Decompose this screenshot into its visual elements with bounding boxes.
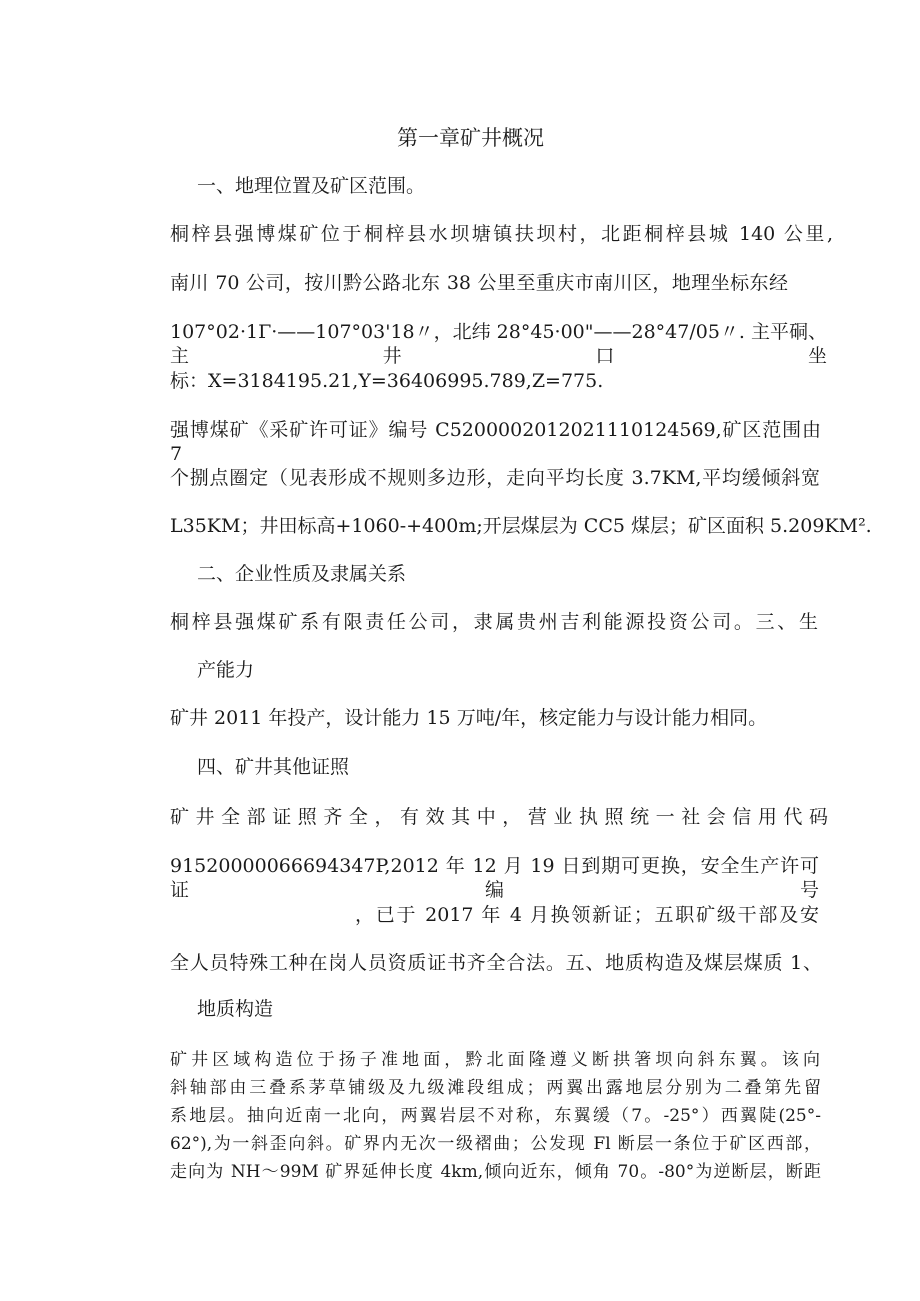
chapter-title: 第一章矿井概况 (397, 126, 544, 150)
paragraph-line: 斜轴部由三叠系茅草铺级及九级滩段组成；两翼出露地层分别为二叠第先留 (170, 1078, 821, 1098)
section-heading: 四、矿井其他证照 (197, 756, 350, 778)
paragraph-line: 62°),为一斜歪向斜。矿界内无次一级褶曲；公发现 Fl 断层一条位于矿区西部， (170, 1134, 821, 1154)
paragraph-line: 强博煤矿《采矿许可证》编号 C5200002012021110124569,矿区范围由 7 (170, 419, 821, 465)
section-heading: 一、地理位置及矿区范围。 (197, 175, 426, 197)
paragraph-line: 全人员特殊工种在岗人员资质证书齐全合法。五、地质构造及煤层煤质 1、 (170, 952, 822, 974)
paragraph-line: 标：X=3184195.21,Y=36406995.789,Z=775. (170, 370, 604, 392)
paragraph-line: 桐梓县强煤矿系有限责任公司，隶属贵州吉利能源投资公司。三、生 (170, 611, 818, 633)
paragraph-line: 91520000066694347P,2012 年 12 月 19 日到期可更换，安全生产许可证编号 (170, 855, 819, 901)
paragraph-line: 走向为 NH～99M 矿界延伸长度 4km,倾向近东，倾角 70。-80°为逆断层，断距 (170, 1162, 821, 1182)
paragraph-line: 107°02·1Γ·——107°03'18〃，北纬 28°45·00"——28°47∕05〃. 主平硐、主井口坐 (170, 321, 827, 367)
paragraph-line: 桐梓县强博煤矿位于桐梓县水坝塘镇扶坝村，北距桐梓县城 140 公里, (170, 223, 833, 245)
paragraph-line: 矿井全部证照齐全，有效其中，营业执照统一社会信用代码 (170, 806, 828, 828)
section-heading: 产能力 (197, 659, 255, 681)
paragraph-line: ，已于 2017 年 4 月换领新证；五职矿级干部及安 (355, 904, 819, 926)
paragraph-line: 南川 70 公司，按川黔公路北东 38 公里至重庆市南川区，地理坐标东经 (170, 272, 788, 294)
section-heading: 二、企业性质及隶属关系 (197, 563, 407, 585)
paragraph-line: 个捌点圈定（见表形成不规则多边形，走向平均长度 3.7KM,平均缓倾斜宽 (170, 467, 820, 489)
section-heading: 地质构造 (197, 998, 274, 1020)
paragraph-line: 系地层。抽向近南一北向，两翼岩层不对称，东翼缓（7。-25°）西翼陡(25°- (170, 1106, 821, 1126)
paragraph-line: 矿井区域构造位于扬子准地面，黔北面隆遵义断拱箸坝向斜东翼。该向 (170, 1050, 820, 1070)
paragraph-line: L35KM；井田标高+1060-+400m;开层煤层为 CC5 煤层；矿区面积 5.209KM². (170, 515, 872, 537)
paragraph-line: 矿井 2011 年投产，设计能力 15 万吨/年，核定能力与设计能力相同。 (170, 707, 768, 729)
